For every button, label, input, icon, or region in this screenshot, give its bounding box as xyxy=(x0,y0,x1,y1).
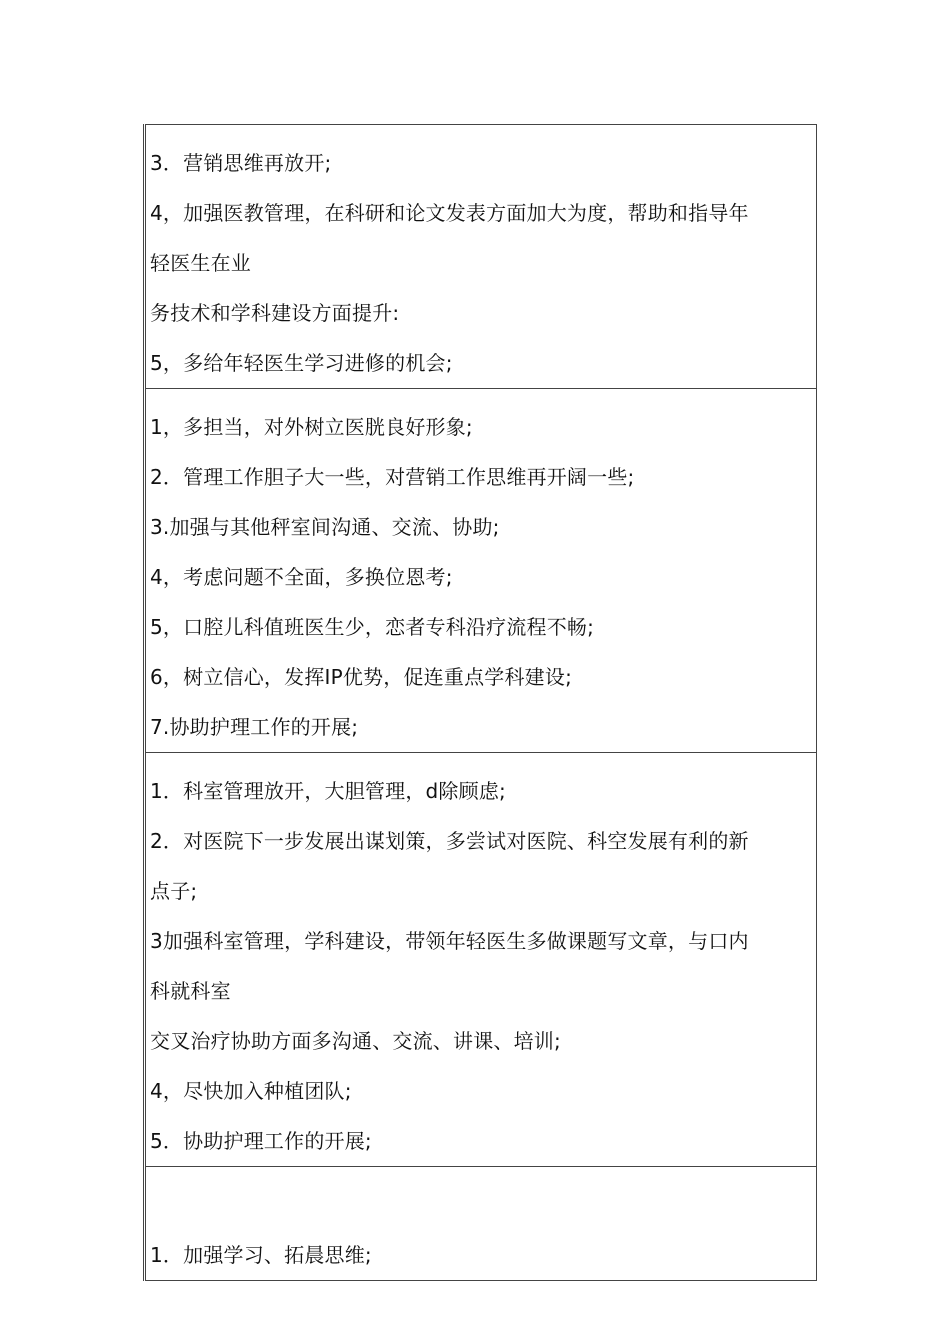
text-line: 1．科室管理放开，大胆管理，d除顾虑; xyxy=(150,779,506,803)
text-line: 2．对医院下一步发展出谋划策，多尝试对医院、科空发展有利的新 xyxy=(150,829,749,853)
text-line: 1，多担当，对外树立医胱良好形象; xyxy=(150,415,473,439)
text-line: 5，口腔儿科值班医生少，恋者专科沿疗流程不畅; xyxy=(150,615,595,639)
table-cell xyxy=(145,125,817,389)
text-line: 交叉治疗协助方面多沟通、交流、讲课、培训; xyxy=(150,1029,561,1053)
text-line: 点子; xyxy=(150,879,198,903)
text-line: 7.协助护理工作的开展; xyxy=(150,715,359,739)
text-line: 1．加强学习、拓晨思维; xyxy=(150,1243,372,1267)
table-row xyxy=(145,389,817,753)
table-row xyxy=(145,1167,817,1281)
text-line: 3．营销思维再放开; xyxy=(150,151,332,175)
text-line: 3.加强与其他秤室间沟通、交流、协助; xyxy=(150,515,500,539)
text-line: 务技术和学科建设方面提升: xyxy=(150,301,400,325)
table-cell xyxy=(145,1167,817,1281)
document-table xyxy=(143,124,817,1281)
table-row xyxy=(145,753,817,1167)
text-line: 4，考虑问题不全面，多换位恩考; xyxy=(150,565,453,589)
text-line: 5，多给年轻医生学习进修的机会; xyxy=(150,351,453,375)
text-line: 5．协助护理工作的开展; xyxy=(150,1129,372,1153)
text-line: 4，尽快加入种植团队; xyxy=(150,1079,352,1103)
text-line: 2．管理工作胆子大一些，对营销工作思维再开阔一些; xyxy=(150,465,635,489)
text-line: 3加强科室管理，学科建设，带领年轻医生多做课题写文章，与口内 xyxy=(150,929,749,953)
table-row xyxy=(145,125,817,389)
table-cell xyxy=(145,753,817,1167)
text-line: 轻医生在业 xyxy=(150,251,251,275)
blank-line xyxy=(150,1180,813,1230)
text-line: 6，树立信心，发挥IP优势，促连重点学科建设; xyxy=(150,665,573,689)
table-cell xyxy=(145,389,817,753)
text-line: 4，加强医教管理，在科研和论文发表方面加大为度，帮助和指导年 xyxy=(150,201,749,225)
text-line: 科就科室 xyxy=(150,979,231,1003)
